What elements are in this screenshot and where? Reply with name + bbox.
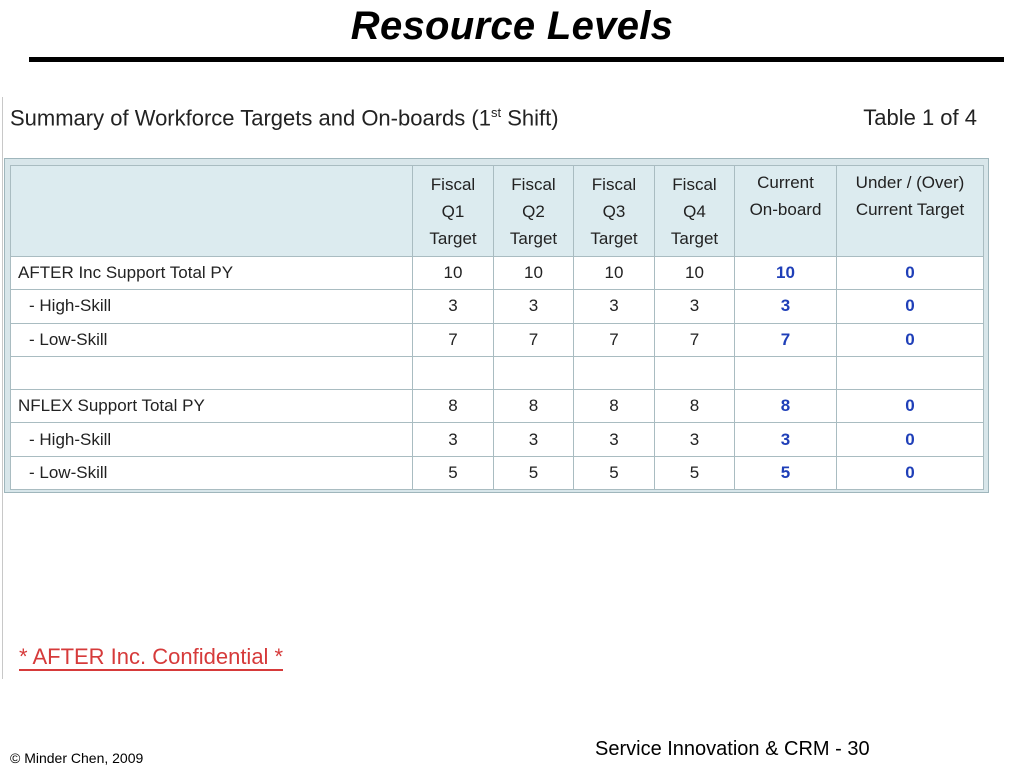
cell-q1: 8 [413, 390, 494, 423]
confidential-note: * AFTER Inc. Confidential * [19, 644, 284, 669]
header-line: Fiscal [511, 174, 556, 194]
header-line: Q3 [602, 201, 626, 221]
cell-q3: 8 [574, 390, 655, 423]
table-body [11, 257, 984, 490]
header-line: On-board [749, 200, 822, 219]
cell-q3: 5 [574, 456, 655, 489]
cell-current-onboard [735, 356, 837, 389]
header-cell-q4 [655, 166, 735, 257]
cell-q3: 3 [574, 423, 655, 456]
cell-q3: 10 [574, 257, 655, 290]
cell-current-onboard: 3 [735, 423, 837, 456]
table-row [11, 323, 984, 356]
table-row [11, 390, 984, 423]
header-cell-label [11, 166, 413, 257]
cell-under-over: 0 [837, 257, 984, 290]
image-left-border [2, 97, 3, 679]
header-line: Fiscal [430, 174, 476, 194]
copyright-footer: © Minder Chen, 2009 [10, 750, 144, 766]
title-underline [29, 57, 1004, 62]
cell-q4: 3 [655, 290, 735, 323]
cell-under-over: 0 [837, 390, 984, 423]
table-row [11, 290, 984, 323]
table-caption [10, 105, 559, 131]
cell-current-onboard: 5 [735, 456, 837, 489]
table-header [11, 166, 984, 257]
cell-q4 [655, 356, 735, 389]
cell-q4: 8 [655, 390, 735, 423]
slide-number-footer: Service Innovation & CRM - 30 [595, 738, 870, 760]
header-cell-current-onboard [735, 166, 837, 257]
header-cell-under-over [837, 166, 984, 257]
row-label: - High-Skill [11, 423, 413, 456]
header-line: Target [509, 228, 558, 248]
header-cell-q1 [413, 166, 494, 257]
cell-under-over [837, 356, 984, 389]
cell-q2: 8 [494, 390, 574, 423]
row-label [11, 356, 413, 389]
cell-q4: 7 [655, 323, 735, 356]
row-label: AFTER Inc Support Total PY [11, 257, 413, 290]
caption-end: Shift) [501, 105, 559, 131]
cell-q4: 10 [655, 257, 735, 290]
cell-q2 [494, 356, 574, 389]
header-cell-q2 [494, 166, 574, 257]
cell-q2: 3 [494, 423, 574, 456]
cell-q3: 3 [574, 290, 655, 323]
slide-title: Resource Levels [350, 4, 674, 48]
table-count: Table 1 of 4 [863, 105, 977, 130]
cell-current-onboard: 3 [735, 290, 837, 323]
cell-q1: 3 [413, 290, 494, 323]
header-line: Target [670, 228, 719, 248]
cell-q4: 5 [655, 456, 735, 489]
cell-q2: 3 [494, 290, 574, 323]
header-line: Target [429, 228, 477, 248]
cell-q2: 5 [494, 456, 574, 489]
cell-q3: 7 [574, 323, 655, 356]
workforce-table [10, 165, 984, 490]
cell-q4: 3 [655, 423, 735, 456]
cell-current-onboard: 7 [735, 323, 837, 356]
caption-superscript: st [490, 105, 502, 120]
header-line: Target [590, 228, 638, 248]
cell-under-over: 0 [837, 423, 984, 456]
row-label: - Low-Skill [11, 323, 413, 356]
header-line: Current Target [855, 200, 965, 219]
header-line: Under / (Over) [855, 173, 965, 192]
table-row [11, 257, 984, 290]
cell-q3 [574, 356, 655, 389]
cell-q1 [413, 356, 494, 389]
header-line: Fiscal [672, 174, 717, 194]
header-cell-q3 [574, 166, 655, 257]
cell-current-onboard: 8 [735, 390, 837, 423]
table-row-spacer [11, 356, 984, 389]
table-row [11, 423, 984, 456]
row-label: NFLEX Support Total PY [11, 390, 413, 423]
header-line: Fiscal [591, 174, 637, 194]
header-line: Current [757, 173, 814, 192]
cell-current-onboard: 10 [735, 257, 837, 290]
cell-q2: 7 [494, 323, 574, 356]
cell-under-over: 0 [837, 456, 984, 489]
cell-q1: 3 [413, 423, 494, 456]
table-row [11, 456, 984, 489]
cell-q2: 10 [494, 257, 574, 290]
header-line: Q1 [441, 201, 465, 221]
header-line: Q2 [522, 201, 545, 221]
cell-q1: 5 [413, 456, 494, 489]
cell-q1: 7 [413, 323, 494, 356]
row-label: - Low-Skill [11, 456, 413, 489]
header-row [11, 166, 984, 257]
table-frame [4, 158, 989, 493]
cell-q1: 10 [413, 257, 494, 290]
row-label: - High-Skill [11, 290, 413, 323]
header-line: Q4 [683, 201, 706, 221]
caption-text: Summary of Workforce Targets and On-boards (1 [10, 105, 491, 131]
cell-under-over: 0 [837, 323, 984, 356]
cell-under-over: 0 [837, 290, 984, 323]
